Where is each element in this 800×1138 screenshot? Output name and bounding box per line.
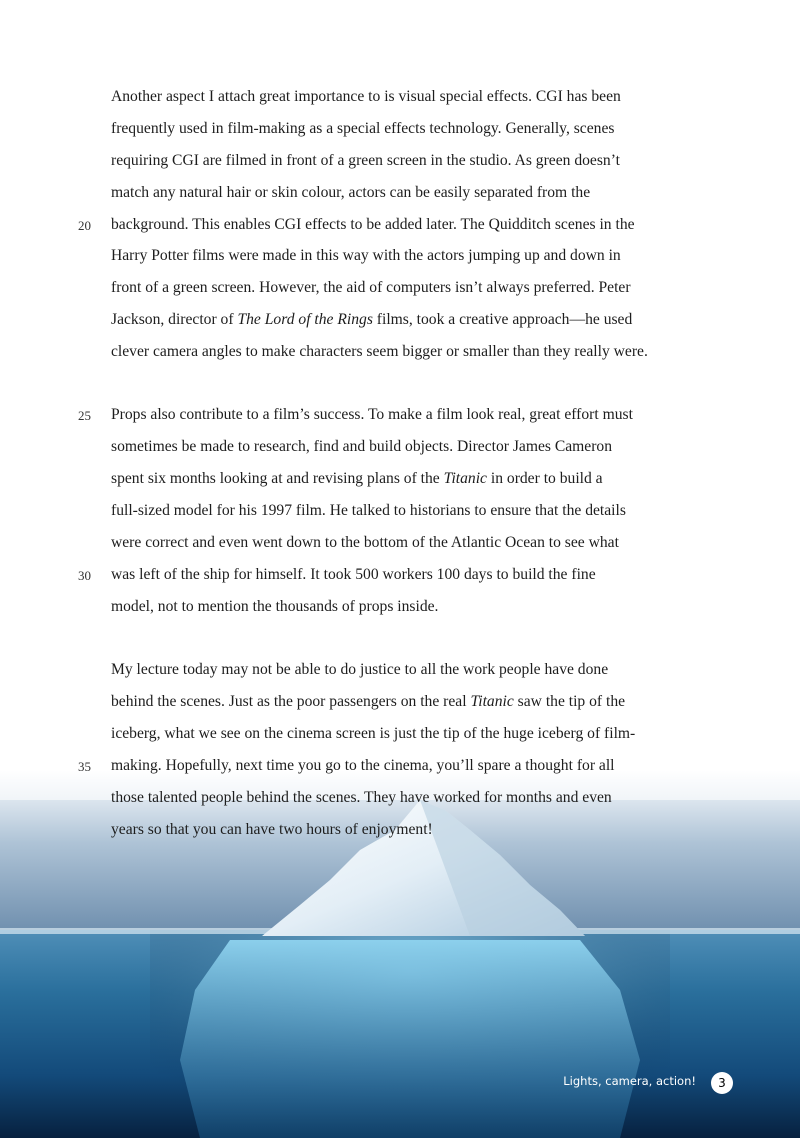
text-line: spent six months looking at and revising plans of the Titanic in order to build a (111, 470, 603, 487)
line-number: 30 (78, 568, 91, 583)
text-line: full-sized model for his 1997 film. He talked to historians to ensure that the details (111, 502, 626, 519)
text-line: background. This enables CGI effects to be added later. The Quidditch scenes in the (111, 216, 635, 233)
text-line: iceberg, what we see on the cinema screen is just the tip of the huge iceberg of film- (111, 725, 636, 742)
text-line: Jackson, director of The Lord of the Rings films, took a creative approach—he used (111, 311, 633, 328)
line-number: 35 (78, 759, 91, 774)
text-line: frequently used in film-making as a special effects technology. Generally, scenes (111, 120, 615, 137)
text-line: those talented people behind the scenes. They have worked for months and even (111, 789, 612, 806)
line-number: 25 (78, 408, 91, 423)
text-line: match any natural hair or skin colour, actors can be easily separated from the (111, 184, 591, 201)
text-line: sometimes be made to research, find and build objects. Director James Cameron (111, 438, 613, 455)
text-line: requiring CGI are filmed in front of a green screen in the studio. As green doesn’t (111, 152, 620, 169)
page-number: 3 (711, 1072, 733, 1094)
text-line: making. Hopefully, next time you go to the cinema, you’ll spare a thought for all (111, 757, 615, 774)
line-number: 20 (78, 218, 91, 233)
text-line: Props also contribute to a film’s success. To make a film look real, great effort must (111, 406, 633, 423)
text-line: My lecture today may not be able to do justice to all the work people have done (111, 661, 609, 678)
text-line: front of a green screen. However, the aid of computers isn’t always preferred. Peter (111, 279, 631, 296)
text-line: behind the scenes. Just as the poor passengers on the real Titanic saw the tip of the (111, 693, 626, 710)
text-line: was left of the ship for himself. It took 500 workers 100 days to build the fine (111, 566, 596, 583)
text-line: clever camera angles to make characters seem bigger or smaller than they really were. (111, 343, 648, 360)
text-line: years so that you can have two hours of enjoyment! (111, 821, 433, 838)
text-line: model, not to mention the thousands of props inside. (111, 598, 439, 615)
text-line: Another aspect I attach great importance to is visual special effects. CGI has been (111, 88, 621, 105)
text-line: Harry Potter films were made in this way with the actors jumping up and down in (111, 247, 621, 264)
text-line: were correct and even went down to the bottom of the Atlantic Ocean to see what (111, 534, 619, 551)
running-footer-title: Lights, camera, action! (563, 1074, 696, 1088)
